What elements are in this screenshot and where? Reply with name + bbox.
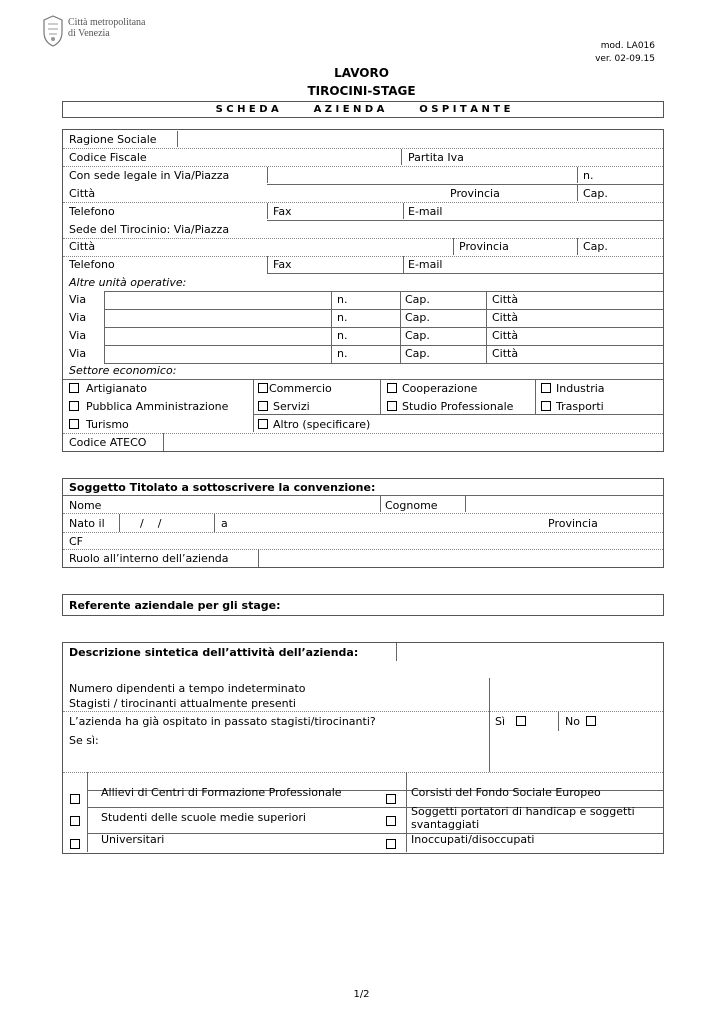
ruolo-input[interactable] [259,550,662,566]
checkbox-studio-professionale[interactable] [387,401,397,411]
label-email: E-mail [408,205,443,218]
settore-cooperazione: Cooperazione [402,382,478,395]
sede-tirocinio-input[interactable] [268,221,662,237]
checkbox-commercio[interactable] [258,383,268,393]
label-via-n-1: n. [337,293,348,306]
label-si: Sì [495,715,506,728]
label-sede-legale: Con sede legale in Via/Piazza [69,169,230,182]
dipendenti-input[interactable] [490,680,662,694]
checkbox-universitari[interactable] [70,839,80,849]
label-cap: Cap. [583,187,608,200]
label-ruolo: Ruolo all’interno dell’azienda [69,552,229,565]
label-via-n-2: n. [337,311,348,324]
label-partita-iva: Partita Iva [408,151,464,164]
version: ver. 02-09.15 [595,54,655,64]
checkbox-si[interactable] [516,716,526,726]
categoria-corsisti: Corsisti del Fondo Sociale Europeo [411,786,601,799]
scheda-title: S C H E D A A Z I E N D A O S P I T A N T E [215,104,511,115]
via-input-1[interactable] [105,292,330,308]
checkbox-studenti[interactable] [70,816,80,826]
label-stagisti: Stagisti / tirocinanti attualmente presenti [69,697,296,710]
label-via-2: Via [69,311,87,324]
categoria-allievi: Allievi di Centri di Formazione Professionale [101,786,342,799]
luogo-nascita-input[interactable] [235,514,535,530]
label-nome: Nome [69,499,102,512]
label-provincia-nascita: Provincia [548,517,598,530]
cognome-input[interactable] [466,496,662,512]
altro-specificare-input[interactable] [380,416,662,432]
label-nato-il: Nato il [69,517,105,530]
nome-input[interactable] [110,496,378,512]
cf-input[interactable] [95,533,662,549]
label-sede-tirocinio: Sede del Tirocinio: Via/Piazza [69,223,230,236]
label-via-n-3: n. [337,329,348,342]
stagisti-input[interactable] [490,695,662,709]
label-via-3: Via [69,329,87,342]
data-nascita-input[interactable] [120,514,212,530]
sede-legale-input[interactable] [268,167,576,183]
label-via-cap-2: Cap. [405,311,430,324]
referente-input[interactable] [280,596,662,614]
settore-studio-professionale: Studio Professionale [402,400,514,413]
label-citta-2: Città [69,240,96,253]
descrizione-input[interactable] [69,662,659,678]
title-lavoro: LAVORO [334,66,389,80]
label-settore: Settore economico: [69,364,177,377]
label-cap-2: Cap. [583,240,608,253]
label-email-2: E-mail [408,258,443,271]
logo-line2: di Venezia [68,28,110,39]
label-via-cap-1: Cap. [405,293,430,306]
ragione-sociale-input[interactable] [178,131,662,147]
label-via-cap-4: Cap. [405,347,430,360]
checkbox-turismo[interactable] [69,419,79,429]
label-cognome: Cognome [385,499,438,512]
date-separators: / / [140,517,162,530]
label-dipendenti: Numero dipendenti a tempo indeterminato [69,682,306,695]
label-telefono-2: Telefono [69,258,115,271]
via-input-2[interactable] [105,310,330,326]
categoria-universitari: Universitari [101,833,165,846]
label-se-si: Se sì: [69,734,99,747]
label-altre-unita: Altre unità operative: [69,276,187,289]
settore-trasporti: Trasporti [556,400,604,413]
label-provincia-2: Provincia [459,240,509,253]
label-ospitato: L’azienda ha già ospitato in passato stagisti/tirocinanti? [69,715,376,728]
checkbox-corsisti[interactable] [386,794,396,804]
label-via-citta-3: Città [492,329,519,342]
settore-turismo: Turismo [86,418,129,431]
settore-pubblica-amministrazione: Pubblica Amministrazione [86,400,229,413]
page-number: 1/2 [353,989,370,1000]
checkbox-cooperazione[interactable] [387,383,397,393]
checkbox-artigianato[interactable] [69,383,79,393]
label-no: No [565,715,580,728]
categoria-inoccupati: Inoccupati/disoccupati [411,833,535,846]
label-provincia: Provincia [450,187,500,200]
label-a: a [221,517,228,530]
label-via-citta-4: Città [492,347,519,360]
checkbox-inoccupati[interactable] [386,839,396,849]
label-via-n-4: n. [337,347,348,360]
settore-altro: Altro (specificare) [273,418,371,431]
logo-line1: Città metropolitana [68,17,146,28]
checkbox-handicap[interactable] [386,816,396,826]
module-code: mod. LA016 [600,41,655,51]
referente-title: Referente aziendale per gli stage: [69,599,281,612]
checkbox-industria[interactable] [541,383,551,393]
checkbox-allievi[interactable] [70,794,80,804]
via-input-3[interactable] [105,328,330,344]
codice-ateco-input[interactable] [164,434,662,450]
label-cf: CF [69,535,84,548]
label-codice-ateco: Codice ATECO [69,436,147,449]
descrizione-title: Descrizione sintetica dell’attività dell’azienda: [69,646,359,659]
label-ragione-sociale: Ragione Sociale [69,133,157,146]
label-citta: Città [69,187,96,200]
settore-servizi: Servizi [273,400,310,413]
settore-artigianato: Artigianato [86,382,147,395]
checkbox-no[interactable] [586,716,596,726]
soggetto-title: Soggetto Titolato a sottoscrivere la convenzione: [69,481,376,494]
categoria-handicap-1: Soggetti portatori di handicap e soggetti [411,805,635,818]
checkbox-altro[interactable] [258,419,268,429]
label-fax: Fax [273,205,292,218]
checkbox-pubblica-amministrazione[interactable] [69,401,79,411]
label-via-citta-2: Città [492,311,519,324]
categoria-studenti: Studenti delle scuole medie superiori [101,811,306,824]
codice-fiscale-input[interactable] [178,149,400,165]
label-via-cap-3: Cap. [405,329,430,342]
checkbox-servizi[interactable] [258,401,268,411]
label-codice-fiscale: Codice Fiscale [69,151,147,164]
label-via-citta-1: Città [492,293,519,306]
citta-input[interactable] [110,185,440,201]
partita-iva-input[interactable] [470,149,662,165]
city-logo [40,14,66,48]
label-n: n. [583,169,594,182]
categoria-handicap-2: svantaggiati [411,818,480,831]
title-tirocini: TIROCINI-STAGE [307,84,416,98]
via-input-4[interactable] [105,346,330,362]
checkbox-trasporti[interactable] [541,401,551,411]
label-via-4: Via [69,347,87,360]
label-fax-2: Fax [273,258,292,271]
label-telefono: Telefono [69,205,115,218]
settore-commercio: Commercio [269,382,332,395]
settore-industria: Industria [556,382,605,395]
label-via-1: Via [69,293,87,306]
